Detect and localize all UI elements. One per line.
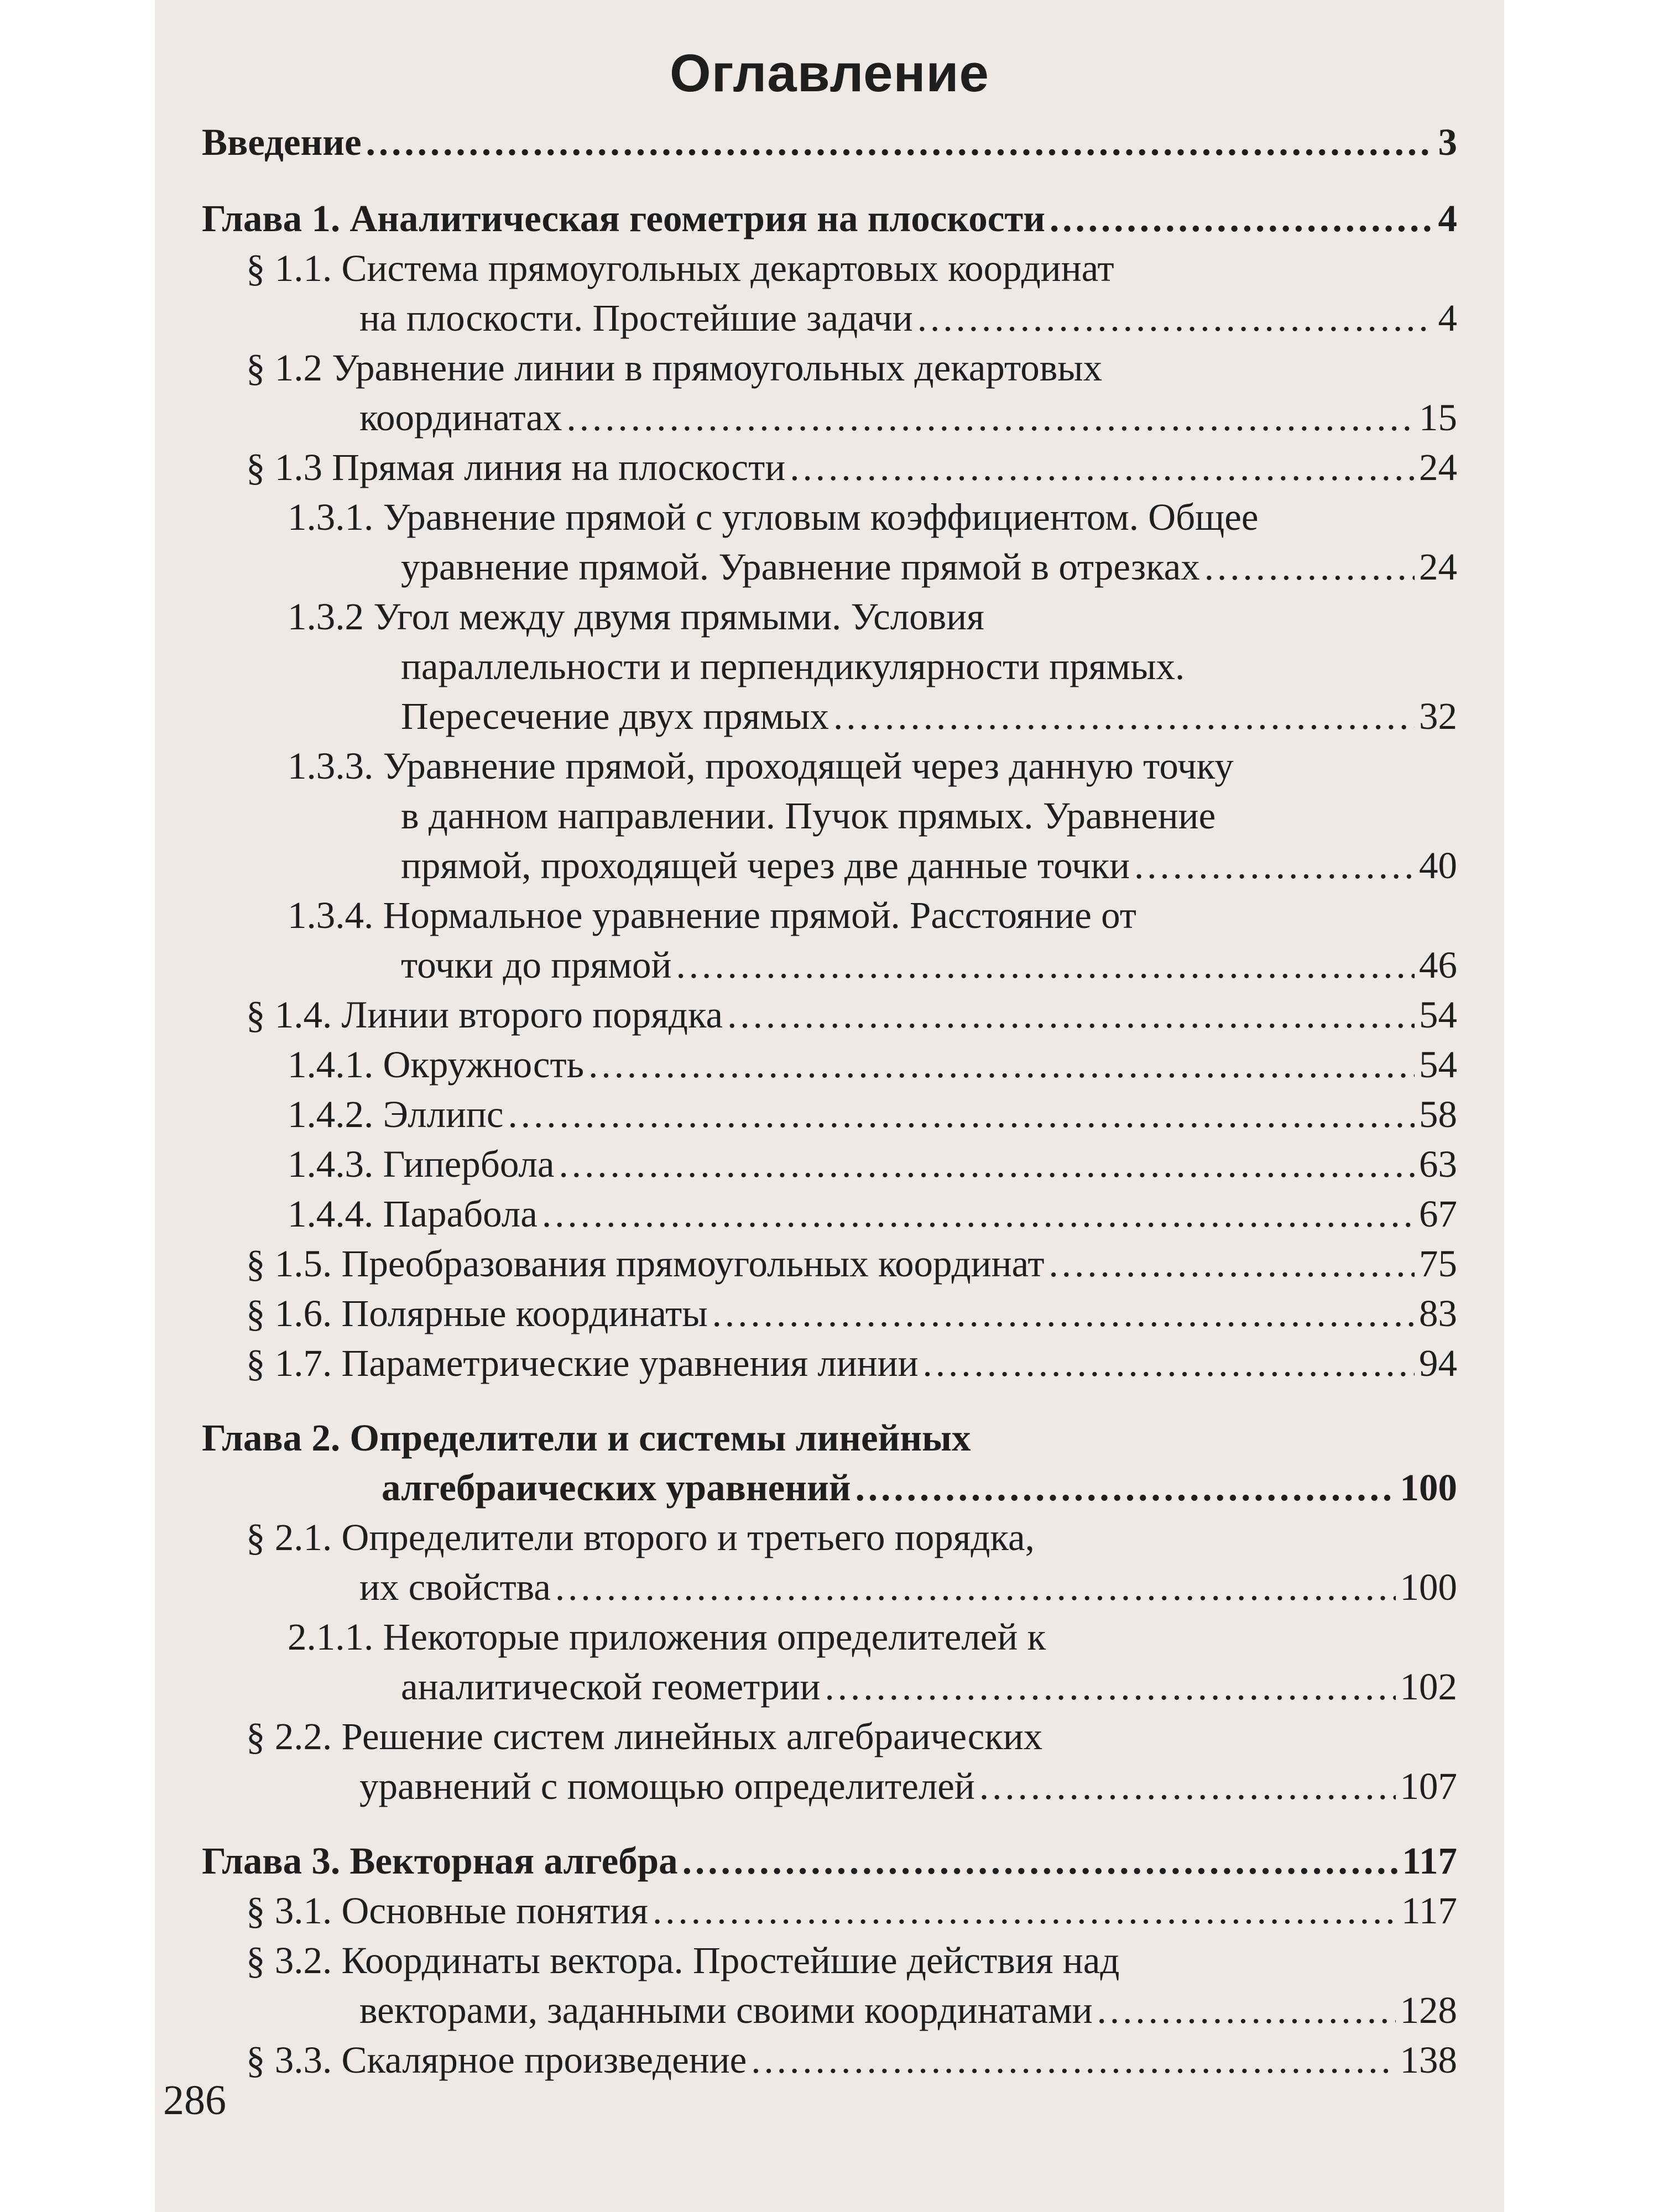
toc-entry-line (359, 1985, 1457, 2035)
toc-entry-page-number: 83 (1419, 1292, 1457, 1334)
toc-entry-line (401, 841, 1457, 890)
dot-leader (508, 1089, 1415, 1139)
toc-entry-line (401, 940, 1457, 990)
toc-entry-title-line: § 1.1. Система прямоугольных декартовых координат (246, 247, 1114, 289)
toc-entry-page-number: 46 (1419, 944, 1457, 986)
toc-entry-line (246, 990, 1457, 1040)
toc-entry-line (359, 1761, 1457, 1811)
toc-entry-title-line: Пересечение двух прямых (401, 695, 829, 737)
toc-entry-title-line: § 1.6. Полярные координаты (246, 1292, 708, 1334)
toc-entry-title-line: § 3.2. Координаты вектора. Простейшие действия над (246, 1939, 1120, 1981)
toc-entry-line (202, 117, 1457, 167)
toc-entry-line (401, 542, 1457, 592)
toc-entry-title-line: § 1.5. Преобразования прямоугольных координат (246, 1243, 1045, 1285)
toc-entry-line (288, 1040, 1457, 1089)
toc-entry-title-line: § 1.2 Уравнение линии в прямоугольных декартовых (246, 347, 1103, 389)
dot-leader (676, 940, 1415, 990)
dot-leader (653, 1886, 1397, 1936)
toc-entry-title-line: алгебраических уравнений (382, 1467, 851, 1509)
toc-entry-page-number: 32 (1419, 695, 1457, 737)
toc-entry-line (359, 393, 1457, 442)
dot-leader (979, 1761, 1396, 1811)
toc-entry-line (246, 442, 1457, 492)
dot-leader (712, 1288, 1415, 1338)
toc-entry-line (401, 691, 1457, 741)
toc-entry-title-line: Глава 2. Определители и системы линейных (202, 1417, 971, 1459)
toc-entry-page-number: 58 (1419, 1093, 1457, 1135)
toc-entry-title-line: § 1.7. Параметрические уравнения линии (246, 1342, 919, 1384)
book-page (155, 0, 1504, 2212)
toc-entry-title-line: § 2.1. Определители второго и третьего порядка, (246, 1516, 1035, 1558)
toc-entry-title-line: уравнений с помощью определителей (359, 1765, 975, 1807)
toc-entry-page-number: 63 (1419, 1143, 1457, 1185)
toc-entry-page-number: 138 (1400, 2039, 1457, 2081)
dot-leader (1134, 841, 1415, 890)
toc-entry-page-number: 117 (1402, 1840, 1457, 1882)
dot-leader (682, 1836, 1398, 1886)
toc-entry-title-line: прямой, проходящей через две данные точки (401, 844, 1130, 886)
toc-entry-title-line: в данном направлении. Пучок прямых. Уравнение (401, 795, 1216, 837)
toc-entry-title-line: уравнение прямой. Уравнение прямой в отрезках (401, 546, 1200, 588)
table-of-contents (155, 0, 1504, 2212)
page-number: 286 (163, 2077, 226, 2124)
toc-entry-page-number: 75 (1419, 1243, 1457, 1285)
toc-entry-line (202, 194, 1457, 243)
toc-entry-title-line: их свойства (359, 1566, 551, 1608)
dot-leader (751, 2035, 1395, 2085)
toc-entry-title-line: на плоскости. Простейшие задачи (359, 297, 913, 339)
toc-entry-line (288, 1189, 1457, 1239)
toc-entry-page-number: 54 (1419, 1044, 1457, 1086)
toc-entry-title-line: 1.3.3. Уравнение прямой, проходящей через данную точку (288, 745, 1234, 787)
toc-entry-title-line: аналитической геометрии (401, 1666, 821, 1708)
toc-entry-title-line: 1.4.2. Эллипс (288, 1093, 504, 1135)
dot-leader (588, 1040, 1415, 1089)
toc-entry-page-number: 4 (1438, 297, 1457, 339)
toc-entry-line (401, 1662, 1457, 1712)
dot-leader (567, 393, 1415, 442)
toc-entry-page-number: 3 (1438, 121, 1457, 163)
toc-entry-title-line: 1.3.2 Угол между двумя прямыми. Условия (288, 596, 984, 638)
toc-entry-title-line: Глава 1. Аналитическая геометрия на плоскости (202, 197, 1045, 239)
toc-entry-title-line: 1.3.4. Нормальное уравнение прямой. Расстояние от (288, 894, 1136, 936)
dot-leader (1097, 1985, 1396, 2035)
toc-entry-page-number: 24 (1419, 446, 1457, 488)
dot-leader (727, 990, 1415, 1040)
dot-leader (790, 442, 1415, 492)
dot-leader (1049, 1239, 1415, 1288)
dot-leader (833, 691, 1415, 741)
toc-entry-title-line: 1.4.4. Парабола (288, 1193, 538, 1235)
dot-leader (542, 1189, 1415, 1239)
toc-entry-title-line: 1.3.1. Уравнение прямой с угловым коэффициентом. Общее (288, 496, 1259, 538)
toc-entry-title-line: Глава 3. Векторная алгебра (202, 1840, 678, 1882)
toc-entry-title-line: координатах (359, 397, 562, 439)
toc-entry-line (359, 293, 1457, 343)
toc-entry-title-line: параллельности и перпендикулярности прямых. (401, 645, 1185, 687)
toc-entry-title-line: 1.4.1. Окружность (288, 1044, 585, 1086)
toc-entry-title-line: векторами, заданными своими координатами (359, 1989, 1093, 2031)
page-title: Оглавление (670, 44, 989, 103)
toc-entry-page-number: 54 (1419, 994, 1457, 1036)
toc-entry-page-number: 24 (1419, 546, 1457, 588)
toc-entry-page-number: 100 (1400, 1467, 1457, 1509)
toc-entry-line (246, 1338, 1457, 1388)
toc-entry-page-number: 4 (1438, 197, 1457, 239)
toc-entry-page-number: 128 (1400, 1989, 1457, 2031)
toc-entry-page-number: 107 (1400, 1765, 1457, 1807)
toc-entry-line (288, 1089, 1457, 1139)
dot-leader (559, 1139, 1415, 1189)
toc-entry-line (246, 1886, 1457, 1936)
toc-entry-line (246, 2035, 1457, 2085)
dot-leader (855, 1463, 1396, 1512)
toc-entry-title-line: § 2.2. Решение систем линейных алгебраических (246, 1715, 1043, 1757)
toc-entry-page-number: 67 (1419, 1193, 1457, 1235)
toc-entry-page-number: 94 (1419, 1342, 1457, 1384)
dot-leader (1204, 542, 1415, 592)
toc-entry-title-line: точки до прямой (401, 944, 672, 986)
toc-entry-line (359, 1562, 1457, 1612)
toc-entry-title-line: § 3.3. Скалярное произведение (246, 2039, 747, 2081)
toc-entry-title-line: Введение (202, 121, 362, 163)
toc-entry-line (288, 1139, 1457, 1189)
dot-leader (555, 1562, 1396, 1612)
toc-entry-page-number: 40 (1419, 844, 1457, 886)
toc-entry-page-number: 100 (1400, 1566, 1457, 1608)
dot-leader (917, 293, 1434, 343)
toc-entry-line (202, 1836, 1457, 1886)
dot-leader (825, 1662, 1395, 1712)
toc-entry-page-number: 15 (1419, 397, 1457, 439)
toc-entry-title-line: § 1.3 Прямая линия на плоскости (246, 446, 786, 488)
toc-entry-title-line: 2.1.1. Некоторые приложения определителей к (288, 1616, 1046, 1658)
toc-entry-page-number: 102 (1400, 1666, 1457, 1708)
dot-leader (366, 117, 1434, 167)
toc-entry-title-line: § 3.1. Основные понятия (246, 1890, 649, 1932)
toc-entry-title-line: 1.4.3. Гипербола (288, 1143, 555, 1185)
toc-entry-line (382, 1463, 1457, 1512)
toc-entry-title-line: § 1.4. Линии второго порядка (246, 994, 723, 1036)
dot-leader (923, 1338, 1415, 1388)
toc-entry-line (246, 1288, 1457, 1338)
toc-entry-line (246, 1239, 1457, 1288)
dot-leader (1050, 194, 1434, 243)
toc-entry-page-number: 117 (1401, 1890, 1457, 1932)
